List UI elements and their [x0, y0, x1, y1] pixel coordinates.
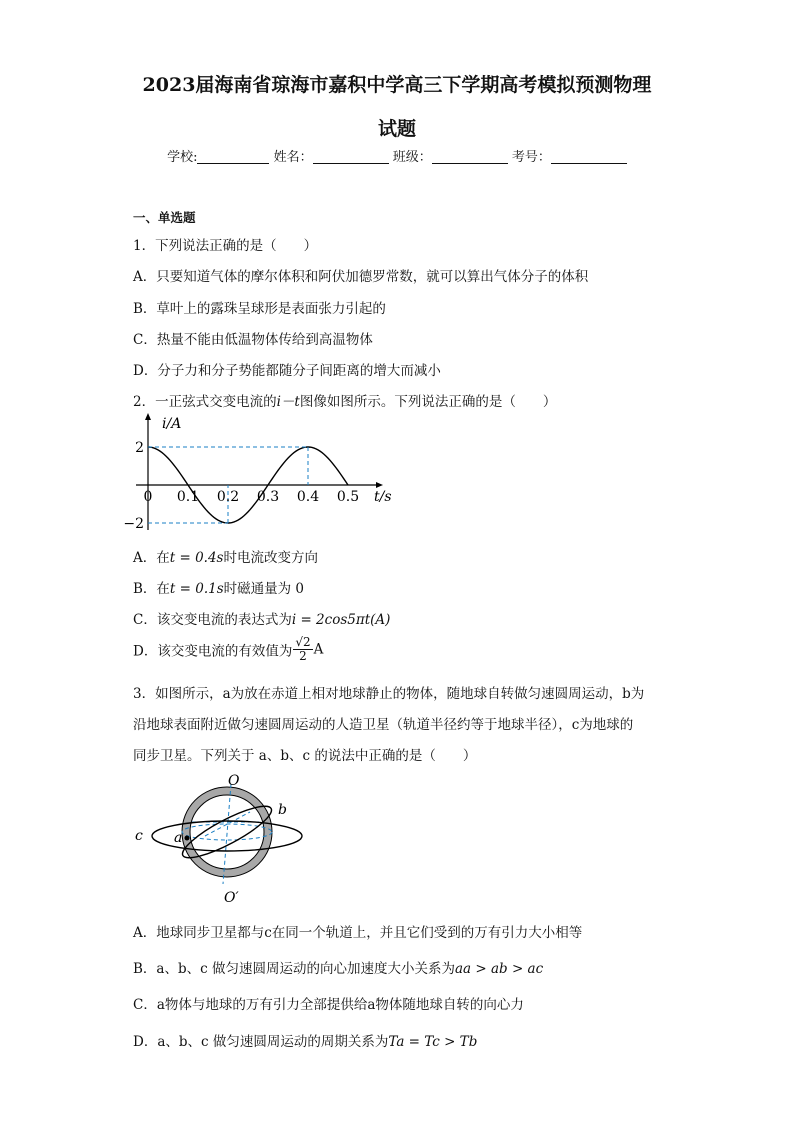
x-axis-arrow — [376, 482, 383, 488]
y-axis-label: i/A — [162, 416, 182, 432]
x-tick-label: 0.1 — [176, 489, 200, 505]
school-label: 学校: — [167, 150, 198, 165]
q3-d-pre: D．a、b、c 做匀速圆周运动的周期关系为 — [133, 1034, 389, 1050]
q3-option-d[interactable] — [133, 1030, 477, 1050]
x-tick-label: 0.2 — [216, 489, 240, 505]
label-a: a — [174, 830, 183, 846]
q3-d-math: Ta = Tc > Tb — [388, 1034, 478, 1050]
q2-stem-pre: 2．一正弦式交变电流的 — [133, 394, 277, 410]
name-blank[interactable] — [313, 150, 389, 164]
x-tick-label: 0 — [143, 489, 153, 505]
label-o-prime: O′ — [224, 890, 239, 906]
q2-stem-post: 图像如图所示。下列说法正确的是（ ） — [299, 394, 557, 410]
page-title-line1: 2023届海南省琼海市嘉积中学高三下学期高考模拟预测物理 — [142, 74, 652, 96]
q2-b-math: t = 0.1s — [169, 581, 224, 597]
q2-option-c[interactable] — [133, 608, 390, 628]
page-title-line2: 试题 — [377, 118, 416, 140]
q2-c-math: i = 2cos5πt(A) — [291, 612, 391, 628]
q1-option-c[interactable]: C．热量不能由低温物体传给到高温物体 — [133, 332, 373, 348]
q3-stem-line3: 同步卫星。下列关于 a、b、c 的说法中正确的是（ ） — [133, 748, 477, 764]
q2-option-a[interactable] — [133, 546, 318, 566]
class-label: 班级： — [392, 150, 432, 165]
y-tick-label: 2 — [135, 440, 144, 456]
x-tick-label: 0.4 — [296, 489, 320, 505]
x-tick-label: 0.5 — [336, 489, 360, 505]
q2-d-num: √2 — [295, 635, 311, 649]
q2-d-fraction — [293, 636, 312, 663]
q2-a-pre: A．在 — [133, 550, 170, 566]
school-blank[interactable] — [197, 150, 269, 164]
x-axis-label: t/s — [374, 489, 392, 505]
y-tick-label: −2 — [123, 516, 144, 532]
exam-no-blank[interactable] — [551, 150, 627, 164]
q2-c-pre: C．该交变电流的表达式为 — [133, 612, 292, 628]
q2-option-b[interactable] — [133, 577, 304, 597]
q3-b-math: aa > ab > ac — [454, 961, 544, 977]
q2-d-den: 2 — [299, 649, 307, 663]
q3-option-a[interactable]: A．地球同步卫星都与c在同一个轨道上，并且它们受到的万有引力大小相等 — [133, 925, 583, 941]
q2-a-post: 时电流改变方向 — [223, 550, 318, 566]
x-tick-label: 0.3 — [256, 489, 280, 505]
q3-stem-line1: 3．如图所示，a为放在赤道上相对地球静止的物体，随地球自转做匀速圆周运动，b为 — [133, 686, 645, 702]
name-label: 姓名： — [273, 150, 313, 165]
q2-d-pre: D．该交变电流的有效值为 — [133, 643, 293, 660]
q1-stem: 1．下列说法正确的是（ ） — [133, 238, 318, 254]
object-a-dot — [185, 836, 190, 841]
q2-stem — [133, 390, 556, 410]
q3-stem-line2: 沿地球表面附近做匀速圆周运动的人造卫星（轨道半径约等于地球半径），c为地球的 — [133, 717, 634, 733]
q1-option-d[interactable]: D．分子力和分子势能都随分子间距离的增大而减小 — [133, 363, 441, 379]
q2-b-pre: B．在 — [133, 581, 170, 597]
q2-d-unit: A — [313, 641, 324, 658]
student-info-line — [0, 146, 794, 165]
q2-option-d[interactable] — [133, 636, 323, 663]
label-b: b — [278, 802, 287, 818]
q3-earth-satellite-figure — [130, 772, 310, 907]
q1-option-b[interactable]: B．草叶上的露珠呈球形是表面张力引起的 — [133, 301, 386, 317]
q2-stem-var: i－t — [276, 394, 300, 410]
q3-b-pre: B．a、b、c 做匀速圆周运动的向心加速度大小关系为 — [133, 961, 455, 977]
q2-it-graph — [123, 412, 398, 532]
label-c: c — [135, 828, 143, 844]
earth-inner-circle — [190, 795, 264, 869]
q1-option-a[interactable]: A．只要知道气体的摩尔体积和阿伏加德罗常数，就可以算出气体分子的体积 — [133, 269, 589, 285]
label-o: O — [228, 773, 240, 789]
y-axis-arrow — [145, 413, 151, 420]
q2-a-math: t = 0.4s — [169, 550, 224, 566]
exam-no-label: 考号： — [511, 150, 551, 165]
q3-option-b[interactable] — [133, 957, 543, 977]
q3-option-c[interactable]: C．a物体与地球的万有引力全部提供给a物体随地球自转的向心力 — [133, 997, 524, 1013]
q2-b-post: 时磁通量为 0 — [223, 581, 305, 597]
class-blank[interactable] — [432, 150, 508, 164]
section-title: 一、单选题 — [133, 210, 196, 225]
